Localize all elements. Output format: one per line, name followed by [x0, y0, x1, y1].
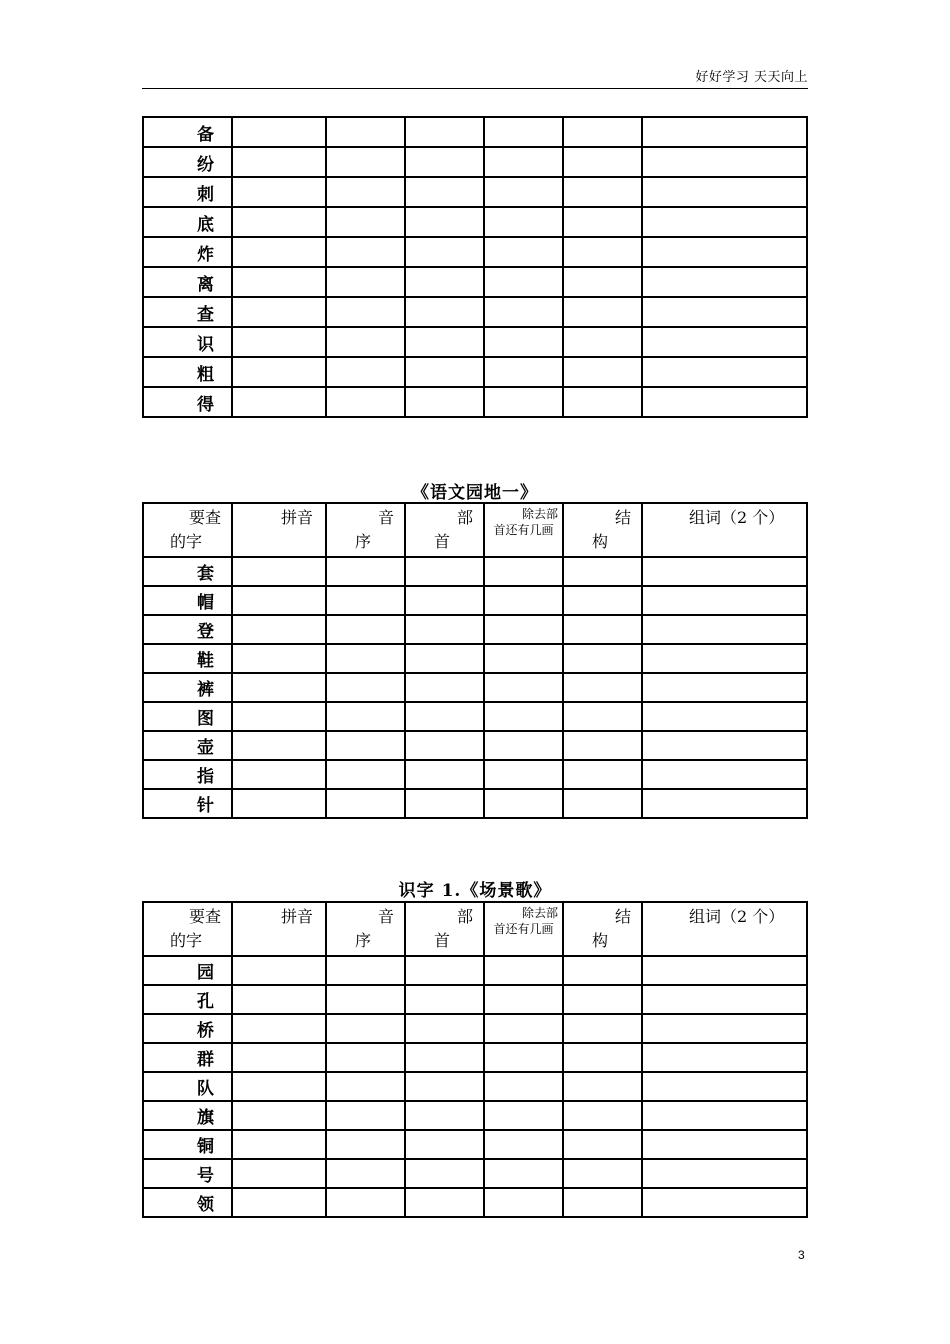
section-title-changjing-ge: 识字 1.《场景歌》 — [398, 881, 552, 901]
blank-answer-cell — [563, 586, 642, 615]
blank-answer-cell — [326, 1072, 405, 1101]
blank-answer-cell — [326, 985, 405, 1014]
blank-answer-cell — [642, 985, 807, 1014]
table-row — [143, 327, 807, 357]
blank-answer-cell — [563, 731, 642, 760]
blank-answer-cell — [326, 327, 405, 357]
char-table-1 — [142, 116, 808, 418]
blank-answer-cell — [642, 586, 807, 615]
char-cell: 帽 — [143, 586, 232, 615]
header-bushou-cell — [405, 902, 484, 956]
blank-answer-cell — [232, 760, 326, 789]
blank-answer-cell — [405, 297, 484, 327]
blank-answer-cell — [232, 387, 326, 417]
blank-answer-cell — [326, 1130, 405, 1159]
blank-answer-cell — [405, 207, 484, 237]
blank-answer-cell — [642, 1188, 807, 1217]
char-cell: 底 — [143, 207, 232, 237]
blank-answer-cell — [563, 760, 642, 789]
blank-answer-cell — [326, 702, 405, 731]
blank-answer-cell — [563, 985, 642, 1014]
table-row — [143, 557, 807, 586]
blank-answer-cell — [484, 237, 563, 267]
table-row — [143, 702, 807, 731]
blank-answer-cell — [232, 1130, 326, 1159]
blank-answer-cell — [405, 1159, 484, 1188]
char-cell: 壶 — [143, 731, 232, 760]
blank-answer-cell — [563, 644, 642, 673]
blank-answer-cell — [405, 644, 484, 673]
blank-answer-cell — [326, 557, 405, 586]
header-bushou-line1: 部 — [456, 907, 473, 926]
blank-answer-cell — [405, 1130, 484, 1159]
header-bushou-line1: 部 — [456, 508, 473, 527]
char-cell: 备 — [143, 117, 232, 147]
blank-answer-cell — [232, 327, 326, 357]
blank-answer-cell — [563, 267, 642, 297]
blank-answer-cell — [326, 297, 405, 327]
header-jiegou-line1: 结 — [614, 907, 631, 926]
blank-answer-cell — [642, 327, 807, 357]
char-cell: 炸 — [143, 237, 232, 267]
blank-answer-cell — [484, 789, 563, 818]
char-cell: 桥 — [143, 1014, 232, 1043]
blank-answer-cell — [484, 956, 563, 985]
header-strokes-cell — [484, 902, 563, 956]
table-row — [143, 1188, 807, 1217]
blank-answer-cell — [563, 557, 642, 586]
blank-answer-cell — [484, 1159, 563, 1188]
blank-answer-cell — [326, 586, 405, 615]
blank-answer-cell — [642, 1101, 807, 1130]
blank-answer-cell — [326, 1014, 405, 1043]
char-table-2 — [142, 502, 808, 819]
blank-answer-cell — [232, 731, 326, 760]
blank-answer-cell — [232, 177, 326, 207]
blank-answer-cell — [405, 1072, 484, 1101]
blank-answer-cell — [326, 1188, 405, 1217]
header-strokes-cell — [484, 503, 563, 557]
table-row — [143, 237, 807, 267]
blank-answer-cell — [232, 985, 326, 1014]
blank-answer-cell — [232, 357, 326, 387]
blank-answer-cell — [405, 956, 484, 985]
header-words: 组词（2 个） — [689, 508, 785, 527]
blank-answer-cell — [405, 1101, 484, 1130]
table-row — [143, 1130, 807, 1159]
blank-answer-cell — [232, 789, 326, 818]
blank-answer-cell — [642, 237, 807, 267]
table-header-row — [143, 902, 807, 956]
blank-answer-cell — [642, 147, 807, 177]
header-char-cell — [143, 503, 232, 557]
header-pinyin-cell — [232, 503, 326, 557]
blank-answer-cell — [232, 615, 326, 644]
blank-answer-cell — [484, 1101, 563, 1130]
blank-answer-cell — [642, 1072, 807, 1101]
table-row — [143, 985, 807, 1014]
char-cell: 套 — [143, 557, 232, 586]
blank-answer-cell — [484, 267, 563, 297]
char-cell: 识 — [143, 327, 232, 357]
blank-answer-cell — [563, 673, 642, 702]
char-cell: 查 — [143, 297, 232, 327]
char-cell: 针 — [143, 789, 232, 818]
blank-answer-cell — [405, 586, 484, 615]
blank-answer-cell — [484, 586, 563, 615]
header-jiegou-line2: 构 — [592, 931, 609, 950]
blank-answer-cell — [326, 237, 405, 267]
blank-answer-cell — [642, 673, 807, 702]
header-strokes-line1: 除去部 — [521, 507, 558, 521]
blank-answer-cell — [484, 702, 563, 731]
header-jiegou-line2: 构 — [592, 532, 609, 551]
char-cell: 粗 — [143, 357, 232, 387]
blank-answer-cell — [484, 673, 563, 702]
blank-answer-cell — [232, 117, 326, 147]
table-row — [143, 387, 807, 417]
header-bushou-line2: 首 — [434, 931, 451, 950]
header-char-line2: 的字 — [170, 532, 203, 551]
blank-answer-cell — [405, 1188, 484, 1217]
header-char-line2: 的字 — [170, 931, 203, 950]
table-row — [143, 207, 807, 237]
blank-answer-cell — [563, 327, 642, 357]
header-pinyin-cell — [232, 902, 326, 956]
blank-answer-cell — [642, 760, 807, 789]
blank-answer-cell — [405, 327, 484, 357]
header-char-line1: 要查 — [188, 508, 221, 527]
char-cell: 登 — [143, 615, 232, 644]
blank-answer-cell — [232, 1072, 326, 1101]
blank-answer-cell — [642, 731, 807, 760]
blank-answer-cell — [232, 237, 326, 267]
blank-answer-cell — [232, 147, 326, 177]
blank-answer-cell — [642, 615, 807, 644]
blank-answer-cell — [484, 1014, 563, 1043]
header-yinxu-cell — [326, 503, 405, 557]
section-title-yuwen-yuandi: 《语文园地一》 — [412, 483, 538, 503]
blank-answer-cell — [642, 1043, 807, 1072]
blank-answer-cell — [484, 760, 563, 789]
header-divider — [142, 88, 808, 89]
blank-answer-cell — [563, 237, 642, 267]
blank-answer-cell — [326, 644, 405, 673]
blank-answer-cell — [563, 702, 642, 731]
blank-answer-cell — [326, 789, 405, 818]
blank-answer-cell — [563, 1188, 642, 1217]
blank-answer-cell — [642, 789, 807, 818]
table-row — [143, 267, 807, 297]
blank-answer-cell — [405, 985, 484, 1014]
blank-answer-cell — [642, 1159, 807, 1188]
blank-answer-cell — [232, 673, 326, 702]
blank-answer-cell — [642, 297, 807, 327]
header-jiegou-cell — [563, 503, 642, 557]
blank-answer-cell — [563, 207, 642, 237]
blank-answer-cell — [232, 1101, 326, 1130]
table-row — [143, 586, 807, 615]
table-row — [143, 760, 807, 789]
blank-answer-cell — [484, 327, 563, 357]
blank-answer-cell — [405, 117, 484, 147]
blank-answer-cell — [405, 557, 484, 586]
char-table-3 — [142, 901, 808, 1218]
blank-answer-cell — [405, 237, 484, 267]
header-yinxu-line2: 序 — [355, 931, 372, 950]
blank-answer-cell — [642, 557, 807, 586]
blank-answer-cell — [405, 702, 484, 731]
blank-answer-cell — [326, 357, 405, 387]
header-words: 组词（2 个） — [689, 907, 785, 926]
blank-answer-cell — [405, 177, 484, 207]
char-cell: 离 — [143, 267, 232, 297]
header-char-line1: 要查 — [188, 907, 221, 926]
char-cell: 得 — [143, 387, 232, 417]
table-row — [143, 1159, 807, 1188]
table-row — [143, 117, 807, 147]
blank-answer-cell — [326, 615, 405, 644]
blank-answer-cell — [326, 1043, 405, 1072]
blank-answer-cell — [232, 644, 326, 673]
char-cell: 群 — [143, 1043, 232, 1072]
header-yinxu-line1: 音 — [377, 508, 394, 527]
blank-answer-cell — [326, 731, 405, 760]
blank-answer-cell — [642, 702, 807, 731]
table-row — [143, 177, 807, 207]
blank-answer-cell — [484, 731, 563, 760]
blank-answer-cell — [484, 985, 563, 1014]
header-yinxu-line2: 序 — [355, 532, 372, 551]
table-row — [143, 1101, 807, 1130]
char-cell: 指 — [143, 760, 232, 789]
char-cell: 队 — [143, 1072, 232, 1101]
table-row — [143, 1043, 807, 1072]
blank-answer-cell — [642, 177, 807, 207]
blank-answer-cell — [563, 1043, 642, 1072]
table-row — [143, 147, 807, 177]
table-row — [143, 615, 807, 644]
blank-answer-cell — [484, 387, 563, 417]
blank-answer-cell — [232, 1043, 326, 1072]
blank-answer-cell — [405, 357, 484, 387]
blank-answer-cell — [563, 147, 642, 177]
blank-answer-cell — [642, 267, 807, 297]
table-row — [143, 644, 807, 673]
blank-answer-cell — [642, 1130, 807, 1159]
header-yinxu-cell — [326, 902, 405, 956]
blank-answer-cell — [642, 357, 807, 387]
blank-answer-cell — [232, 1159, 326, 1188]
blank-answer-cell — [326, 387, 405, 417]
blank-answer-cell — [326, 673, 405, 702]
blank-answer-cell — [563, 615, 642, 644]
blank-answer-cell — [405, 731, 484, 760]
blank-answer-cell — [405, 673, 484, 702]
char-cell: 图 — [143, 702, 232, 731]
header-pinyin: 拼音 — [281, 508, 314, 527]
table-row — [143, 1014, 807, 1043]
header-bushou-cell — [405, 503, 484, 557]
blank-answer-cell — [326, 177, 405, 207]
blank-answer-cell — [484, 1130, 563, 1159]
blank-answer-cell — [642, 207, 807, 237]
header-jiegou-cell — [563, 902, 642, 956]
blank-answer-cell — [484, 117, 563, 147]
blank-answer-cell — [563, 117, 642, 147]
blank-answer-cell — [563, 1014, 642, 1043]
blank-answer-cell — [405, 615, 484, 644]
blank-answer-cell — [405, 267, 484, 297]
page-header-text: 好好学习 天天向上 — [695, 70, 808, 85]
blank-answer-cell — [484, 615, 563, 644]
blank-answer-cell — [405, 760, 484, 789]
blank-answer-cell — [232, 956, 326, 985]
blank-answer-cell — [563, 297, 642, 327]
blank-answer-cell — [232, 586, 326, 615]
char-cell: 领 — [143, 1188, 232, 1217]
header-jiegou-line1: 结 — [614, 508, 631, 527]
blank-answer-cell — [484, 147, 563, 177]
blank-answer-cell — [484, 177, 563, 207]
blank-answer-cell — [326, 267, 405, 297]
header-bushou-line2: 首 — [434, 532, 451, 551]
blank-answer-cell — [232, 207, 326, 237]
char-cell: 旗 — [143, 1101, 232, 1130]
blank-answer-cell — [232, 557, 326, 586]
blank-answer-cell — [326, 1159, 405, 1188]
blank-answer-cell — [642, 1014, 807, 1043]
blank-answer-cell — [326, 207, 405, 237]
header-strokes-line2: 首还有几画 — [493, 922, 554, 936]
blank-answer-cell — [326, 147, 405, 177]
table-row — [143, 731, 807, 760]
header-char-cell — [143, 902, 232, 956]
table-row — [143, 357, 807, 387]
table-header-row — [143, 503, 807, 557]
blank-answer-cell — [405, 387, 484, 417]
blank-answer-cell — [563, 387, 642, 417]
blank-answer-cell — [563, 1072, 642, 1101]
blank-answer-cell — [405, 1014, 484, 1043]
char-cell: 园 — [143, 956, 232, 985]
blank-answer-cell — [484, 1188, 563, 1217]
blank-answer-cell — [563, 177, 642, 207]
blank-answer-cell — [232, 1014, 326, 1043]
char-cell: 纷 — [143, 147, 232, 177]
header-words-cell — [642, 902, 807, 956]
header-strokes-line2: 首还有几画 — [493, 523, 554, 537]
table-row — [143, 1072, 807, 1101]
blank-answer-cell — [563, 956, 642, 985]
header-yinxu-line1: 音 — [377, 907, 394, 926]
table-row — [143, 673, 807, 702]
blank-answer-cell — [232, 702, 326, 731]
char-cell: 孔 — [143, 985, 232, 1014]
blank-answer-cell — [642, 956, 807, 985]
char-cell: 裤 — [143, 673, 232, 702]
blank-answer-cell — [484, 557, 563, 586]
blank-answer-cell — [642, 387, 807, 417]
blank-answer-cell — [405, 147, 484, 177]
blank-answer-cell — [484, 207, 563, 237]
blank-answer-cell — [405, 1043, 484, 1072]
char-cell: 铜 — [143, 1130, 232, 1159]
table-row — [143, 789, 807, 818]
blank-answer-cell — [232, 267, 326, 297]
header-words-cell — [642, 503, 807, 557]
blank-answer-cell — [484, 1043, 563, 1072]
blank-answer-cell — [642, 644, 807, 673]
table-row — [143, 956, 807, 985]
char-cell: 鞋 — [143, 644, 232, 673]
blank-answer-cell — [326, 760, 405, 789]
blank-answer-cell — [484, 297, 563, 327]
blank-answer-cell — [484, 644, 563, 673]
blank-answer-cell — [326, 1101, 405, 1130]
blank-answer-cell — [563, 1159, 642, 1188]
blank-answer-cell — [563, 357, 642, 387]
char-cell: 刺 — [143, 177, 232, 207]
char-cell: 号 — [143, 1159, 232, 1188]
blank-answer-cell — [642, 117, 807, 147]
table-row — [143, 297, 807, 327]
blank-answer-cell — [405, 789, 484, 818]
blank-answer-cell — [232, 1188, 326, 1217]
blank-answer-cell — [563, 789, 642, 818]
header-strokes-line1: 除去部 — [521, 906, 558, 920]
blank-answer-cell — [484, 1072, 563, 1101]
blank-answer-cell — [232, 297, 326, 327]
blank-answer-cell — [326, 117, 405, 147]
page-number: 3 — [798, 1248, 805, 1262]
blank-answer-cell — [484, 357, 563, 387]
blank-answer-cell — [563, 1101, 642, 1130]
blank-answer-cell — [326, 956, 405, 985]
blank-answer-cell — [563, 1130, 642, 1159]
header-pinyin: 拼音 — [281, 907, 314, 926]
